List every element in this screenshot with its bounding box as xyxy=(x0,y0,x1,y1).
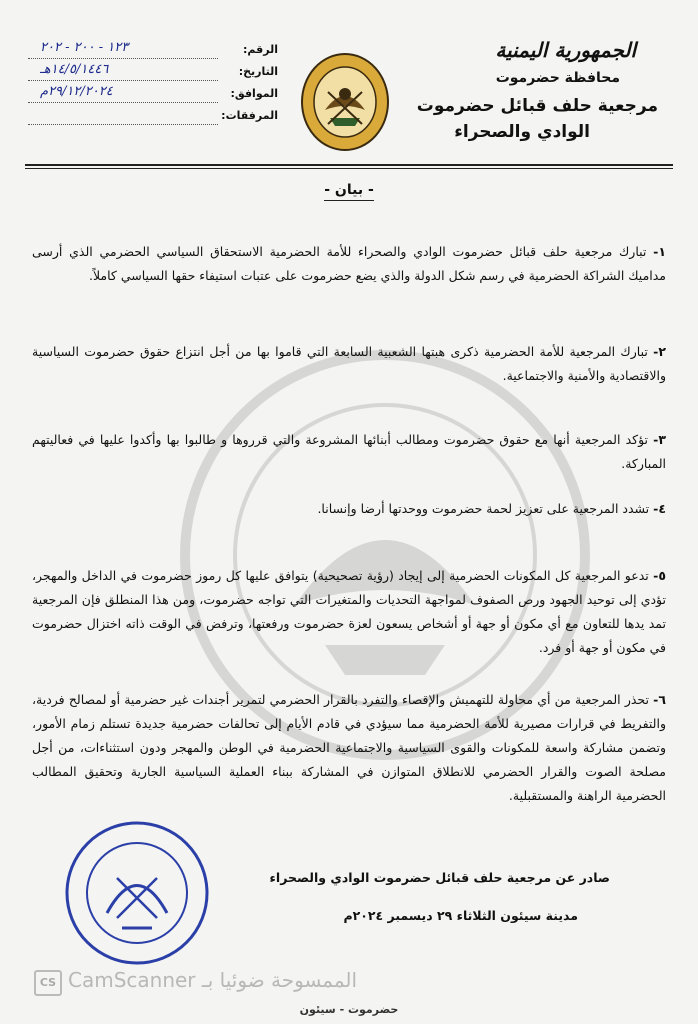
greg-row xyxy=(28,84,278,106)
item-text: تدعو المرجعية كل المكونات الحضرمية إلى إيجاد (رؤية تصحيحية) يتوافق عليها كل رموز حضرموت في الداخل والمهجر، تؤدي إلى توحيد الجهود ورص الصفوف لمواجهة التحديات والمتغيرات التي تواجه حضرموت، ومن هذا المنطلق فإن المرجعية تمد يدها للتعاون مع أي مكون أو جهة أو أشخاص يسعون لعزة حضرموت ورفعتها، وترفض في الوقت ذاته اختزال حضرموت في مكون أو جهة أو فرد. xyxy=(32,568,666,655)
item-6 xyxy=(32,688,666,808)
item-number: ٣- xyxy=(653,432,666,447)
greg-value: ٢٩/١٢/٢٠٢٤م xyxy=(28,84,218,103)
ref-value: ١٢٣ - ٢٠٠ - ٢٠٢ xyxy=(28,40,218,59)
item-text: تبارك مرجعية حلف قبائل حضرموت الوادي والصحراء للأمة الحضرمية الاستحقاق السياسي الحضرمي الذي أرسى مداميك الشراكة الحضرمية في رسم شكل الدولة والذي يضع حضرموت على عتبات استيفاء حقها السياسي كاملاً. xyxy=(32,244,666,283)
item-4 xyxy=(32,497,666,521)
statement-title xyxy=(0,182,698,198)
authority-title: مرجعية حلف قبائل حضرموت xyxy=(416,96,658,116)
item-number: ٦- xyxy=(653,692,666,707)
ref-label: الرقم: xyxy=(243,43,278,56)
item-5 xyxy=(32,564,666,660)
region-title: الوادي والصحراء xyxy=(454,122,590,142)
attach-label: المرفقات: xyxy=(221,109,278,122)
item-number: ١- xyxy=(653,244,666,259)
greg-label: الموافق: xyxy=(230,87,278,100)
date-value: ١٤/٥/١٤٤٦هـ xyxy=(28,62,218,81)
item-text: تشدد المرجعية على تعزيز لحمة حضرموت ووحدتها أرضا وإنسانا. xyxy=(317,501,650,516)
item-number: ٤- xyxy=(653,501,666,516)
camscanner-text: الممسوحة ضوئيا بـ CamScanner xyxy=(68,968,358,992)
item-1 xyxy=(32,240,666,288)
letterhead xyxy=(408,38,658,142)
reference-block xyxy=(28,40,278,128)
camscanner-watermark xyxy=(34,968,454,994)
place-date-line: مدينة سيئون الثلاثاء ٢٩ ديسمبر ٢٠٢٤م xyxy=(343,908,578,923)
item-text: تحذر المرجعية من أي محاولة للتهميش والإقصاء والتفرد بالقرار الحضرمي لتمرير أجندات غير حضرمية أو لمصالح فردية، والتفريط في قرارات مصيرية للأمة الحضرمية مما سيؤدي في قادم الأيام إلى تحالفات حضرمية جديدة تستلم زمام الأمور، وتضمن مشاركة واسعة للمكونات والقوى السياسية والاجتماعية الحضرمية في الوطن والمهجر ودون استثناءات، من أجل مصلحة الصوت والقرار الحضرمي للانطلاق المتوازن في المشاركة ببناء العملية السياسية الجارية وتحقيق المطالب الحضرمية الراهنة والمستقبلية. xyxy=(32,692,666,803)
item-2 xyxy=(32,340,666,388)
date-label: التاريخ: xyxy=(238,65,278,78)
tribal-alliance-logo xyxy=(300,52,390,152)
official-stamp xyxy=(62,818,212,968)
issuer-line: صادر عن مرجعية حلف قبائل حضرموت الوادي والصحراء xyxy=(269,870,610,885)
attach-value xyxy=(28,106,218,125)
item-text: تبارك المرجعية للأمة الحضرمية ذكرى هبتها الشعبية السابعة التي قاموا بها من أجل انتزاع حقوق حضرموت السياسية والاقتصادية والأمنية والاجتماعية. xyxy=(32,344,666,383)
ref-row xyxy=(28,40,278,62)
item-text: تؤكد المرجعية أنها مع حقوق حضرموت ومطالب أبنائها المشروعة والتي قرروها و طالبوا بها وأكدوا عليها في فعاليتهم المباركة. xyxy=(32,432,666,471)
header-divider xyxy=(25,164,673,166)
governorate-title: محافظة حضرموت xyxy=(495,70,620,86)
date-row xyxy=(28,62,278,84)
attach-row xyxy=(28,106,278,128)
header-divider-thin xyxy=(25,168,673,169)
footer-address: حضرموت - سيئون xyxy=(299,1003,399,1016)
item-number: ٢- xyxy=(653,344,666,359)
republic-title: الجمهورية اليمنية xyxy=(495,38,636,62)
statement-title-text: - بيان - xyxy=(324,182,374,201)
item-number: ٥- xyxy=(653,568,667,583)
item-3 xyxy=(32,428,666,476)
camscanner-badge: CS xyxy=(34,970,62,996)
